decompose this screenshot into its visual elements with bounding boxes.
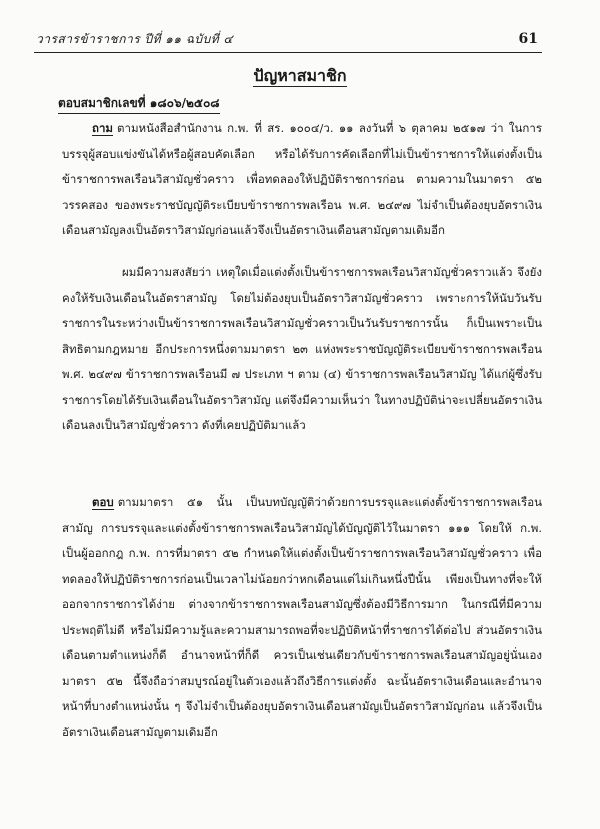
page-number: 61 xyxy=(518,31,538,47)
question-text: ตามหนังสือสำนักงาน ก.พ. ที่ สร. ๑๐๐๔/ว. ๑๑ ลงวันที่ ๖ ตุลาคม ๒๕๑๗ ว่า ในการบรรจุผู้สอบแข่งขันได้หรือผู้สอบคัดเลือก หรือได้รับการคัดเลือกที่ไม่เป็นข้าราชการให้แต่งตั้งเป็นข้าราชการพลเรือนวิสามัญชั่วคราว เพื่อทดลองให้ปฏิบัติราชการก่อน ตามความในมาตรา ๕๒ วรรคสอง ของพระราชบัญญัติระเบียบข้าราชการพลเรือน พ.ศ. ๒๔๙๗ ไม่จำเป็นต้องยุบอัตราเงินเดือนสามัญลงเป็นอัตราวิสามัญก่อนแล้วจึงเป็นอัตราเงินเดือนสามัญตามเดิมอีก xyxy=(62,121,542,237)
answer-label: ตอบ xyxy=(92,495,114,509)
question-paragraph-2 xyxy=(62,260,542,439)
journal-title: วารสารข้าราชการ ปีที่ ๑๑ ฉบับที่ ๔ xyxy=(36,32,234,46)
answer-text: ตามมาตรา ๕๑ นั้น เป็นบทบัญญัติว่าด้วยการบรรจุและแต่งตั้งข้าราชการพลเรือนสามัญ การบรรจุและแต่งตั้งข้าราชการพลเรือนวิสามัญได้บัญญัติไว้ในมาตรา ๑๑๑ โดยให้ ก.พ. เป็นผู้ออกกฎ ก.พ. การที่มาตรา ๕๒ กำหนดให้แต่งตั้งเป็นข้าราชการพลเรือนวิสามัญชั่วคราว เพื่อทดลองให้ปฏิบัติราชการก่อนเป็นเวลาไม่น้อยกว่าหกเดือนแต่ไม่เกินหนึ่งปีนั้น เพียงเป็นทางที่จะให้ออกจากราชการได้ง่าย ต่างจากข้าราชการพลเรือนสามัญซึ่งต้องมีวิธีการมาก ในกรณีที่มีความประพฤติไม่ดี หรือไม่มีความรู้และความสามารถพอที่จะปฏิบัติหน้าที่ราชการได้ต่อไป ส่วนอัตราเงินเดือนตามตำแหน่งก็ดี อำนาจหน้าที่ก็ดี ควรเป็นเช่นเดียวกับข้าราชการพลเรือนสามัญอยู่นั่นเอง มาตรา ๕๒ นี้จึงถือว่าสมบูรณ์อยู่ในตัวเองแล้วถึงวิธีการแต่งตั้ง ฉะนั้นอัตราเงินเดือนและอำนาจหน้าที่บางตำแหน่งนั้น ๆ จึงไม่จำเป็นต้องยุบอัตราเงินเดือนสามัญเป็นอัตราวิสามัญก่อน แล้วจึงเป็นอัตราเงินเดือนสามัญตามเดิมอีก xyxy=(62,495,542,739)
header-rule xyxy=(34,52,542,53)
question-label: ถาม xyxy=(92,121,114,135)
question-2-text: ผมมีความสงสัยว่า เหตุใดเมื่อแต่งตั้งเป็นข้าราชการพลเรือนวิสามัญชั่วคราวแล้ว จึงยังคงให้รับเงินเดือนในอัตราสามัญ โดยไม่ต้องยุบเป็นอัตราวิสามัญชั่วคราว เพราะการให้นับวันรับราชการในระหว่างเป็นข้าราชการพลเรือนวิสามัญชั่วคราวเป็นวันรับราชการนั้น ก็เป็นเพราะเป็นสิทธิตามกฎหมาย อีกประการหนึ่งตามมาตรา ๒๓ แห่งพระราชบัญญัติระเบียบข้าราชการพลเรือน พ.ศ. ๒๔๙๗ ข้าราชการพลเรือนมี ๗ ประเภท ฯ ตาม (๔) ข้าราชการพลเรือนวิสามัญ ได้แก่ผู้ซึ่งรับราชการโดยได้รับเงินเดือนในอัตราวิสามัญ แต่จึงมีความเห็นว่า ในทางปฏิบัติน่าจะเปลี่ยนอัตราเงินเดือนลงเป็นวิสามัญชั่วคราว ดังที่เคยปฏิบัติมาแล้ว xyxy=(62,265,542,432)
page-title xyxy=(0,64,600,89)
answer-paragraph xyxy=(62,490,542,745)
page-title-text: ปัญหาสมาชิก xyxy=(253,66,347,85)
answer-number-heading: ตอบสมาชิกเลขที่ ๑๘๐๖/๒๕๐๘ xyxy=(58,94,220,114)
question-paragraph xyxy=(62,116,542,244)
page-header xyxy=(36,30,538,49)
